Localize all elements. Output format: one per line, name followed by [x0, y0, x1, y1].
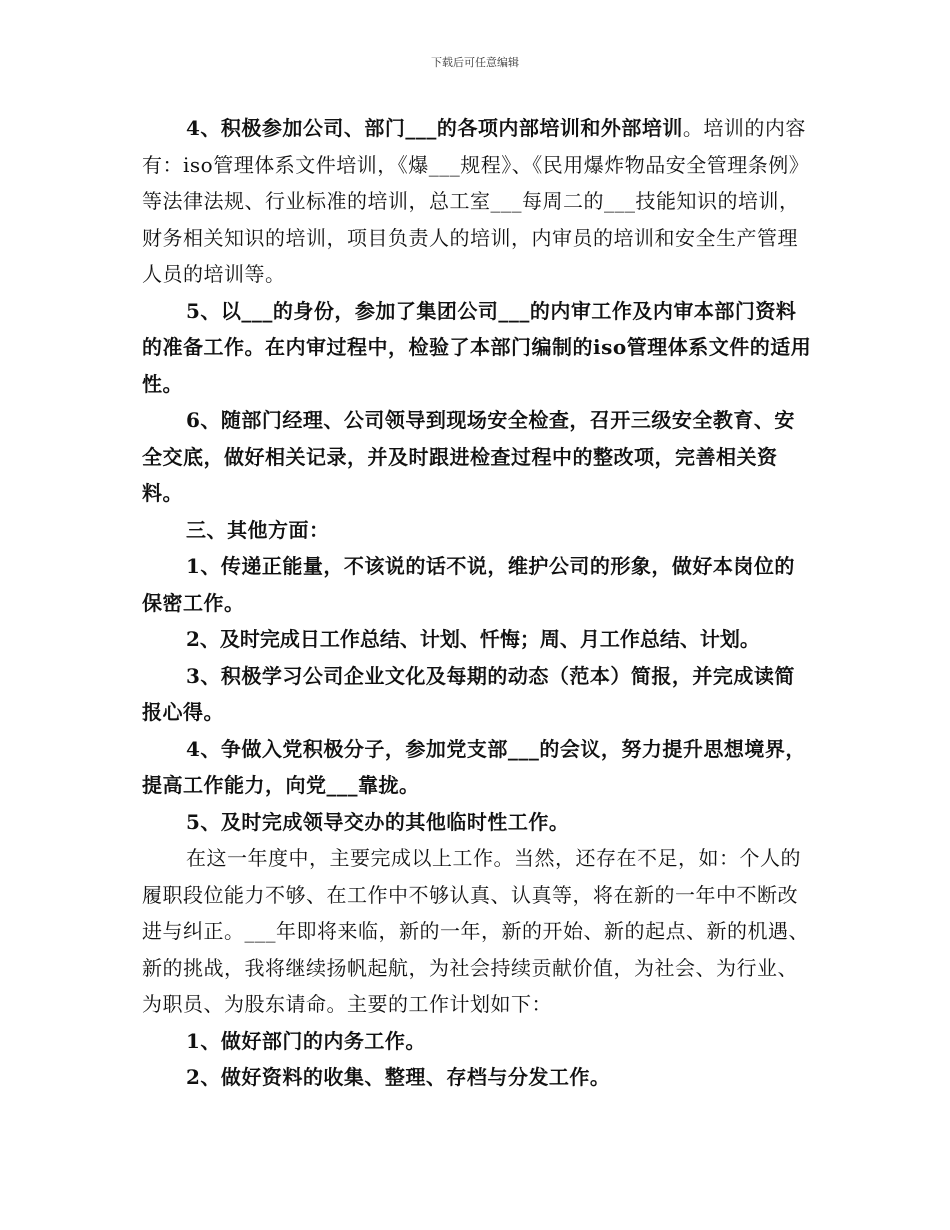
- paragraph-temporary-work: [142, 804, 812, 841]
- paragraph-bold-lead: 3、积极学习公司企业文化及每期的动态（范本）简报，并完成读简报心得。: [142, 663, 795, 724]
- paragraph-text: 在这一年度中，主要完成以上工作。当然，还存在不足，如：个人的履职段位能力不够、在工作中不够认真、认真等，将在新的一年中不断改进与纠正。___年即将来临，新的一年，新的开始、新的起点、新的机遇、新的挑战，我将继续扬帆起航，为社会持续贡献价值，为社会、为行业、为职员、为股东请命。主要的工作计划如下：: [142, 846, 809, 1016]
- paragraph-bold-lead: 5、及时完成领导交办的其他临时性工作。: [186, 809, 570, 834]
- paragraph-bold-lead: 1、传递正能量，不该说的话不说，维护公司的形象，做好本岗位的保密工作。: [142, 554, 795, 615]
- paragraph-positive-energy: [142, 548, 812, 621]
- document-body: [142, 110, 812, 1096]
- paragraph-year-review: [142, 840, 812, 1023]
- paragraph-bold-lead: 三、其他方面：: [186, 517, 330, 542]
- paragraph-safety-check: [142, 402, 812, 512]
- paragraph-culture: [142, 658, 812, 731]
- paragraph-bold-lead: 2、及时完成日工作总结、计划、忏悔；周、月工作总结、计划。: [186, 627, 760, 651]
- paragraph-plan-internal: [142, 1023, 812, 1060]
- paragraph-bold-lead: 4、争做入党积极分子，参加党支部___的会议，努力提升思想境界，提高工作能力，向党___靠拢。: [142, 736, 806, 797]
- paragraph-summary: [142, 621, 812, 658]
- paragraph-text: 。培训的内容有：iso管理体系文件培训，《爆___规程》、《民用爆炸物品安全管理条例》等法律法规、行业标准的培训，总工室___每周二的___技能知识的培训，财务相关知识的培训，项目负责人的培训，内审员的培训和安全生产管理人员的培训等。: [142, 116, 810, 286]
- paragraph-bold-lead: 5、以___的身份，参加了集团公司___的内审工作及内审本部门资料的准备工作。在内审过程中，检验了本部门编制的iso管理体系文件的适用性。: [142, 298, 812, 396]
- paragraph-bold-lead: 1、做好部门的内务工作。: [186, 1028, 426, 1053]
- paragraph-internal-audit: [142, 293, 812, 403]
- page-header: 下载后可任意编辑: [431, 56, 519, 69]
- section-heading-other: [142, 512, 812, 549]
- paragraph-party: [142, 731, 812, 804]
- paragraph-bold-lead: 2、做好资料的收集、整理、存档与分发工作。: [186, 1065, 611, 1089]
- paragraph-training: [142, 110, 812, 293]
- paragraph-plan-archive: [142, 1059, 812, 1096]
- paragraph-bold-lead: 6、随部门经理、公司领导到现场安全检查，召开三级安全教育、安全交底，做好相关记录，并及时跟进检查过程中的整改项，完善相关资料。: [142, 408, 795, 505]
- paragraph-bold-lead: 4、积极参加公司、部门___的各项内部培训和外部培训: [186, 116, 683, 140]
